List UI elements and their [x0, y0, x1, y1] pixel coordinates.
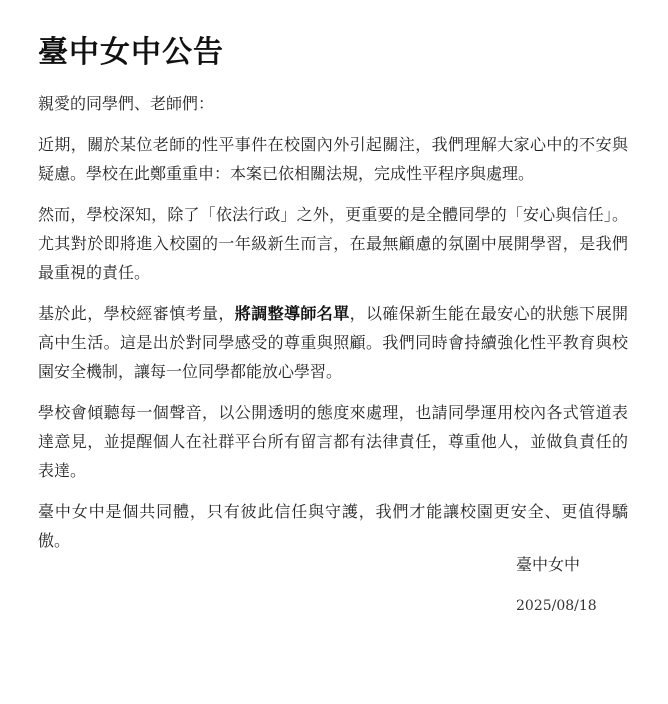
- paragraph-1: 近期，關於某位老師的性平事件在校園內外引起關注，我們理解大家心中的不安與疑慮。學校在此鄭重重申：本案已依相關法規，完成性平程序與處理。: [38, 135, 628, 183]
- greeting: 親愛的同學們、老師們：: [38, 94, 215, 113]
- announcement-date: 2025/08/18: [516, 598, 597, 614]
- paragraph-3-lead: 基於此，學校經審慎考量，: [38, 304, 235, 323]
- paragraph-5: 臺中女中是個共同體，只有彼此信任與守護，我們才能讓校園更安全、更值得驕傲。: [38, 502, 628, 550]
- paragraph-4: 學校會傾聽每一個聲音，以公開透明的態度來處理，也請同學運用校內各式管道表達意見，並提醒個人在社群平台所有留言都有法律責任，尊重他人，並做負責任的表達。: [38, 403, 628, 480]
- page-title: 臺中女中公告: [38, 35, 224, 70]
- paragraph-2: 然而，學校深知，除了「依法行政」之外，更重要的是全體同學的「安心與信任」。尤其對於即將進入校園的一年級新生而言，在最無顧慮的氛圍中展開學習，是我們最重視的責任。: [38, 205, 628, 282]
- paragraph-3-rest: ，以確保新生能在最安心的狀態下展開高中生活。這是出於對同學感受的尊重與照顧。我們同時會持續強化性平教育與校園安全機制，讓每一位同學都能放心學習。: [38, 304, 628, 381]
- signature: 臺中女中: [516, 555, 581, 574]
- paragraph-3: [38, 299, 628, 386]
- paragraph-3-emphasis: 將調整導師名單: [234, 304, 350, 323]
